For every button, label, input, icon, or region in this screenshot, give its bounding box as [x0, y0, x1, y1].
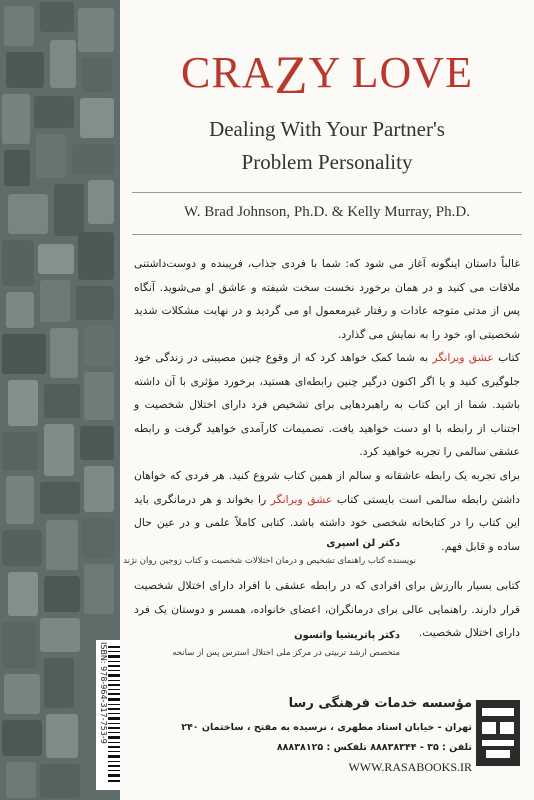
p3-pre: برای تجربه یک رابطه عاشقانه و سالم از همین کتاب شروع کنید. هر فردی که خواهان داشتن رابطه سالمی است بایستی کتاب — [134, 469, 520, 506]
publisher-website: WWW.RASABOOKS.IR — [348, 760, 472, 774]
title-part2: Y LOVE — [308, 48, 473, 97]
book-title — [120, 38, 534, 105]
p3-post: را بخواند و هر درمانگری باید این کتاب را در کتابخانه شخصی خود داشته باشد. کتابی کاملاً علمی و در عین حال ساده و قابل فهم. — [134, 492, 520, 553]
isbn-text: ISBN: 978-964-317-753-9 — [99, 642, 108, 744]
publisher-name: مؤسسه خدمات فرهنگی رسا — [288, 696, 472, 711]
signature-1-name: دکتر لن اسپری — [326, 538, 400, 549]
title-part1: CRA — [181, 48, 275, 97]
title-z: Z — [274, 45, 309, 105]
paragraph-1: غالباً داستان اینگونه آغاز می شود که: شما با فردی جذاب، فریبنده و دوست‌داشتنی ملاقات می کنید و در همان برخورد نخست سخت شیفته و عاشق او می‌شوید. آنگاه پس از مدتی متوجه عادات و رفتار غیرمعمول او می گردید و در نهایت مشکلات شدید شخصیتی او، خود را به نمایش می گذارد. — [134, 257, 520, 341]
paragraph-4: کتابی بسیار باارزش برای افرادی که در رابطه عشقی با افراد دارای اختلال شخصیت قرار دارند. راهنمایی عالی برای درمانگران، اعضای خانواده، همسر و دوستان یک فرد دارای اختلال شخصیت. — [134, 579, 520, 639]
barcode-bars — [108, 642, 120, 788]
book-title-fa-2: عشق ویرانگر — [270, 492, 333, 506]
p2-pre: کتاب — [493, 351, 520, 364]
divider-top — [132, 192, 522, 193]
back-cover-content — [120, 0, 534, 800]
subtitle-line2: Problem Personality — [241, 150, 413, 174]
signature-2-name: دکتر پاتریشیا واتسون — [294, 630, 400, 641]
p2-post: به شما کمک خواهد کرد که از وقوع چنین مصیبتی در زندگی خود جلوگیری کنید و یا اگر اکنون درگیر چنین رابطه‌ای هستید، برخورد مؤثری با آن داشته باشید. شما از این کتاب به راهبردهایی برای تشخیص فرد دارای اختلال شخصیت و اجتناب از رابطه با او دست خواهید یافت. تصمیمات کارآمدی خواهید گرفت و رابطه عشقی سالمی را تجربه خواهید کرد. — [134, 351, 520, 458]
divider-bottom — [132, 234, 522, 235]
signature-1-desc: نویسنده کتاب راهنمای تشخیص و درمان اختلالات شخصیت و کتاب زوجین روان نژند — [123, 556, 416, 566]
subtitle-line1: Dealing With Your Partner's — [209, 117, 445, 141]
authors: W. Brad Johnson, Ph.D. & Kelly Murray, Ph.D. — [184, 204, 470, 220]
book-title-fa: عشق ویرانگر — [432, 351, 494, 364]
publisher-phone: تلفن : ۳۵ - ۸۸۸۳۸۳۴۴ تلفکس : ۸۸۸۳۸۱۲۵ — [276, 742, 472, 753]
publisher-logo-icon — [476, 700, 520, 766]
paragraph-2 — [134, 346, 520, 464]
publisher-address: تهران - خیابان استاد مطهری ، نرسیده به مفتح ، ساختمان ۲۴۰ — [181, 722, 472, 733]
signature-2-desc: متخصص ارشد تربیتی در مرکز ملی اختلال استرس پس از سانحه — [172, 648, 400, 658]
